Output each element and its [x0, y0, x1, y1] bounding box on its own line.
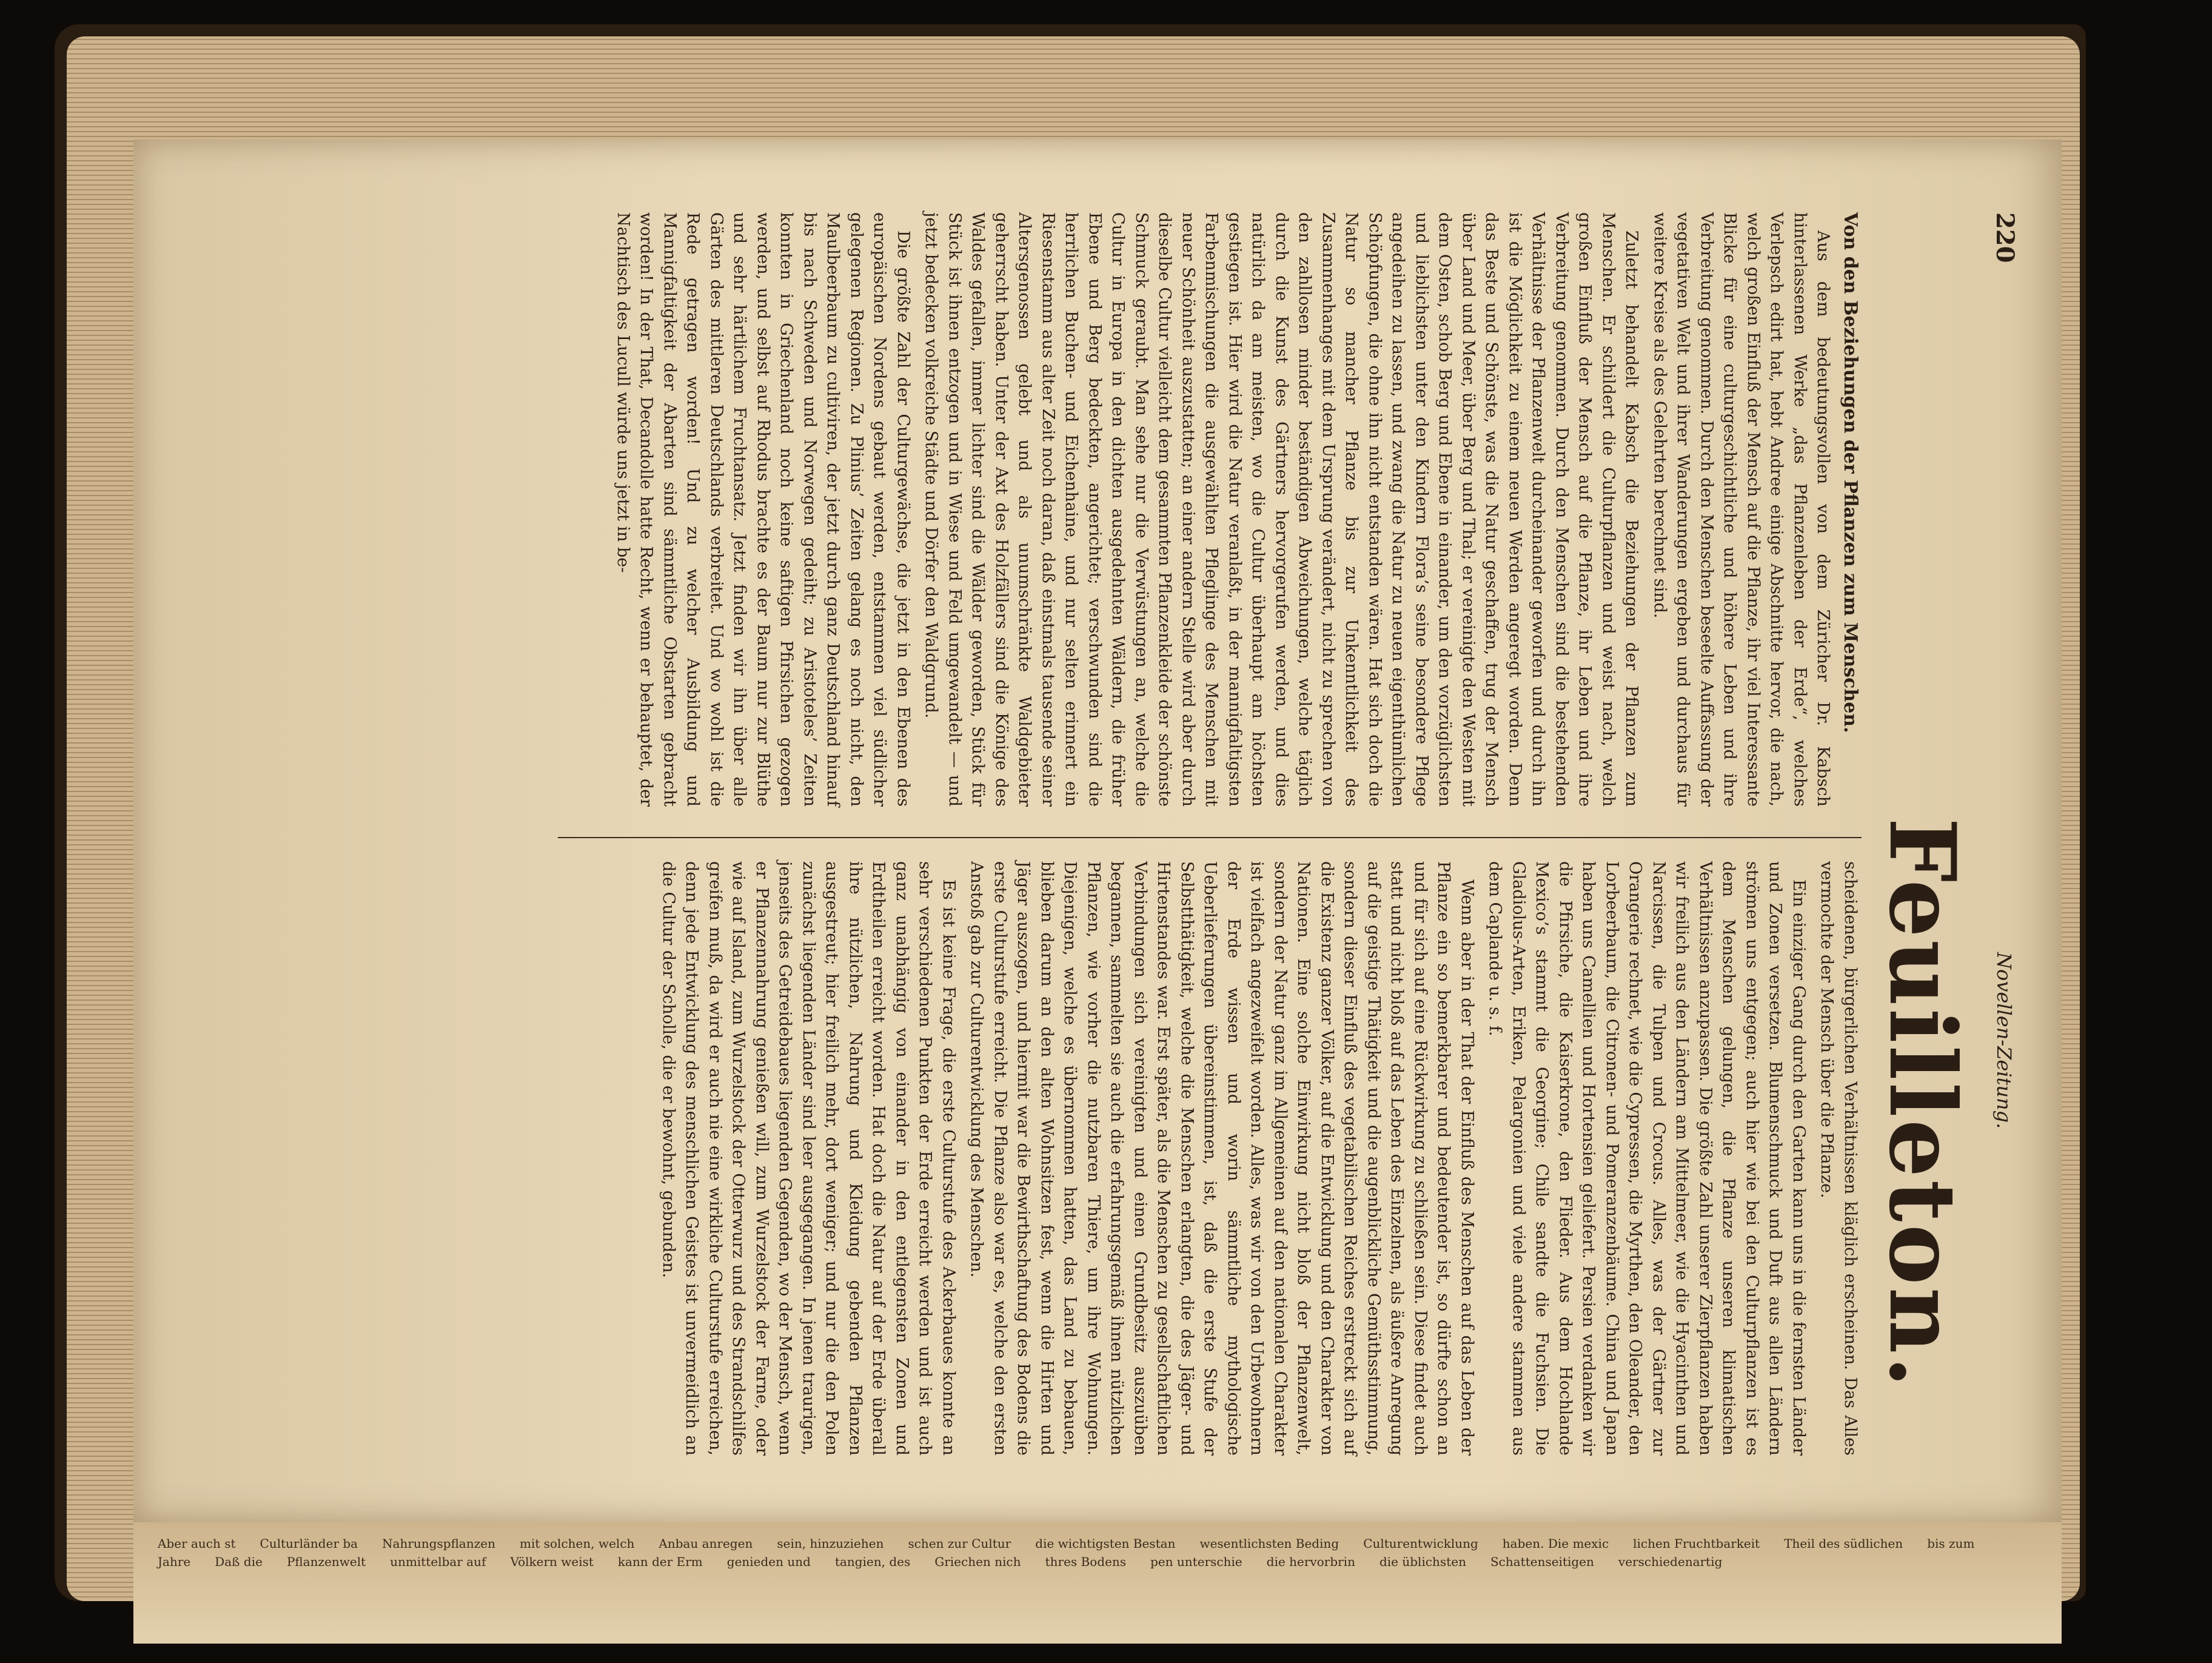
column-divider [558, 837, 1862, 838]
paragraph: Es ist keine Frage, die erste Culturstufe des Ackerbaues konnte an sehr verschiedenen Punkten der Erde erreicht werden und ist auch ganz unabhängig von einander in den entlegensten Zonen und Erdtheilen erreicht worden. Hat doch die Natur auf der Erde überall ihre nützlichen, Nahrung und Kleidung gebenden Pflanzen ausgestreut; hier freilich mehr, dort weniger; und nur die den Polen zunächst liegenden Länder sind leer ausgegangen. In jenen traurigen, jenseits des Getreidebaues liegenden Gegenden, wo der Mensch, wenn er Pflanzennahrung genießen will, zum Wurzelstock der Farne, oder wie auf Island, zum Wurzelstock der Otterwurz und des Strandschilfes greifen muß, da wird er auch nie eine wirkliche Culturstufe erreichen, denn jede Entwicklung des menschlichen Geistes ist unvermeidlich an die Cultur der Scholle, die er bewohnt, gebunden. [659, 861, 958, 1456]
facing-page-fragment: Anbau anregen [659, 1536, 753, 1551]
page-header [1983, 212, 2019, 1450]
facing-page-fragment: Theil des südlichen [1784, 1536, 1903, 1551]
facing-page-fragment: haben. Die mexic [1502, 1536, 1609, 1551]
left-column [558, 212, 1862, 807]
facing-page-fragment: verschiedenartig [1618, 1554, 1723, 1569]
facing-page-fragment: Aber auch st [158, 1536, 236, 1551]
facing-page-fragment: genieden und [726, 1554, 811, 1569]
facing-page-fragment: mit solchen, welch [520, 1536, 635, 1551]
facing-page-fragment: Völkern weist [510, 1554, 594, 1569]
facing-page [133, 1522, 2062, 1644]
running-head: Novellen-Zeitung. [1992, 952, 2016, 1129]
section-title: Feuilleton. [1869, 818, 1976, 1390]
facing-page-fragment: die wichtigsten Bestan [1035, 1536, 1176, 1551]
article-title: Von den Beziehungen der Pflanzen zum Menschen. [1840, 212, 1861, 733]
rotated-page-content [133, 139, 2062, 1522]
facing-page-fragment: tangien, des [834, 1554, 911, 1569]
paragraph: scheidenen, bürgerlichen Verhältnissen kläglich erscheinen. Das Alles vermochte der Mensch über die Pflanze. [1817, 861, 1860, 1456]
facing-page-fragment: bis zum Jahre [158, 1536, 1975, 1569]
facing-page-fragment: Culturländer ba [260, 1536, 358, 1551]
facing-page-fragment: unmittelbar auf [390, 1554, 486, 1569]
facing-page-fragment: die üblichsten [1379, 1554, 1466, 1569]
page-number: 220 [1991, 212, 2019, 263]
facing-page-fragment: die hervorbrin [1266, 1554, 1355, 1569]
facing-page-fragment: kann der Erm [617, 1554, 703, 1569]
paragraph: Wenn aber in der That der Einfluß des Menschen auf das Leben der Pflanze ein so bemerkbarer und bedeutender ist, so dürfte schon an und für sich auf eine Rückwirkung zu schließen sein. Diese findet auch statt und nicht bloß auf das Leben des Einzelnen, als äußere Anregung auf die geistige Thätigkeit und die augenblickliche Gemüthsstimmung, sondern dieser Einfluß des vegetabilischen Reiches erstreckt sich auf die Existenz ganzer Völker, auf die Entwicklung und den Charakter von Nationen. Eine solche Einwirkung nicht bloß der Pflanzenwelt, sondern der Natur ganz im Allgemeinen auf den nationalen Charakter ist vielfach angezweifelt worden. Alles, was wir von den Urbewohnern der Erde wissen und worin sämmtliche mythologische Ueberlieferungen übereinstimmen, ist, daß die erste Stufe der Selbstthätigkeit, welche die Menschen erlangten, die des Jäger- und Hirtenstandes war. Erst später, als die Menschen zu gesellschaftlichen Verbindungen sich vereinigten und einen Grundbesitz auszuüben begannen, sammelten sie auch die erfahrungsgemäß ihnen nützlichen Pflanzen, wie vorher die nutzbaren Thiere, um ihre Wohnungen. Diejenigen, welche es übernommen hatten, das Land zu bebauen, blieben darum an den alten Wohnsitzen fest, wenn die Hirten und Jäger auszogen, und hiermit war die Bewirthschaftung des Bodens die erste Culturstufe erreicht. Die Pflanze also war es, welche den ersten Anstoß gab zur Culturentwicklung des Menschen. [967, 861, 1476, 1456]
facing-page-fragment: Pflanzenwelt [286, 1554, 366, 1569]
facing-page-fragment: Schattenseitigen [1490, 1554, 1594, 1569]
facing-page-fragment: Daß die [215, 1554, 263, 1569]
paragraph: Zuletzt behandelt Kabsch die Beziehungen der Pflanzen zum Menschen. Er schildert die Culturpflanzen und weist nach, welch großen Einfluß der Mensch auf die Pflanze, ihr Leben und ihre Verbreitung genommen. Durch den Menschen sind die bestehenden Verhältnisse der Pflanzenwelt durcheinander geworfen und durch ihn ist die Möglichkeit zu einem neuen Werden angeregt worden. Denn das Beste und Schönste, was die Natur geschaffen, trug der Mensch über Land und Meer, über Berg und Thal; er vereinigte den Westen mit dem Osten, schob Berg und Ebene in einander, um den vorzüglichsten und lieblichsten unter den Kindern Flora’s seine besondere Pflege angedeihen zu lassen, und zwang die Natur zu neuen eigenthümlichen Schöpfungen, die ohne ihn nicht entstanden wären. Hat sich doch die Natur so mancher Pflanze bis zur Unkenntlichkeit des Zusammenhanges mit dem Ursprung verändert, nicht zu sprechen von den zahllosen minder beständigen Abweichungen, welche täglich durch die Kunst des Gärtners hervorgerufen werden, und dies natürlich da am meisten, wo die Cultur überhaupt am höchsten gestiegen ist. Hier wird die Natur veranlaßt, in der mannigfaltigsten Farbenmischungen die ausgewählten Pfleglinge des Menschen mit neuer Schönheit auszustatten; an einer andern Stelle wird aber durch dieselbe Cultur vielleicht dem gesammten Pflanzenkleide der schönste Schmuck geraubt. Man sehe nur die Verwüstungen an, welche die Cultur in Europa in den dichten ausgedehnten Wäldern, die früher Ebene und Berg bedeckten, angerichtet; verschwunden sind die herrlichen Buchen- und Eichenhaine, und nur selten erinnert ein Riesenstamm aus alter Zeit noch daran, daß einstmals tausende seiner Altersgenossen gelebt und als unumschränkte Waldgebieter geherrscht haben. Unter der Axt des Holzfällers sind die Könige des Waldes gefallen, immer lichter sind die Wälder geworden, Stück für Stück ist ihnen entzogen und in Wiese und Feld umgewandelt — und jetzt bedecken volkreiche Städte und Dörfer den Waldgrund. [922, 212, 1641, 807]
paragraph: Aus dem bedeutungsvollen von dem Züricher Dr. Kabsch hinterlassenen Werke „das Pflanzenleben der Erde“, welches Verlepsch edirt hat, hebt Andree einige Abschnitte hervor, die nach, welch großen Einfluß der Mensch auf die Pflanze, ihr viel Interessante Blicke für eine culturgeschichtliche und höhere Leben und ihre Verbreitung genommen. Durch den Menschen beseelte Auffassung der vegetativen Welt und ihrer Wanderungen ergeben und durchaus für weitere Kreise als des Gelehrten berechnet sind. [1651, 212, 1833, 807]
right-column [659, 861, 1862, 1456]
paragraph: Die größte Zahl der Culturgewächse, die jetzt in den Ebenen des europäischen Nordens gebaut werden, entstammen viel südlicher gelegenen Regionen. Zu Plinius’ Zeiten gelang es noch nicht, den Maulbeerbaum zu cultiviren, der jetzt durch ganz Deutschland hinauf bis nach Schweden und Norwegen gedeiht; zu Aristoteles’ Zeiten konnten in Griechenland noch keine saftigen Pfirsichen gezogen werden, und selbst auf Rhodus brachte es der Baum nur zur Blüthe und sehr härtlichem Fruchtansatz. Jetzt finden wir ihn über alle Gärten des mittleren Deutschlands verbreitet. Und wo wohl ist die Rede getragen worden! Und zu welcher Ausbildung und Mannigfaltigkeit der Abarten sind sämmtliche Obstarten gebracht worden! In der That, Decandolle hatte Recht, wenn er behauptet, der Nachtisch des Lucull würde uns jetzt in be- [614, 212, 913, 807]
facing-page-fragment: thres Bodens [1045, 1554, 1127, 1569]
book-page [133, 139, 2062, 1522]
paragraph: Ein einziger Gang durch den Garten kann uns in die fernsten Länder und Zonen versetzen. Blumenschmuck und Duft aus allen Ländern strömen uns entgegen; auch hier wie bei den Culturpflanzen ist es dem Menschen gelungen, die Pflanze unseren klimatischen Verhältnissen anzupassen. Die größte Zahl unserer Zierpflanzen haben wir freilich aus den Ländern am Mittelmeer, wie die Hyacinthen und Narcissen, die Tulpen und Crocus. Alles, was der Gärtner zur Orangerie rechnet, wie die Cypressen, die Myrthen, den Oleander, den Lorbeerbaum, die Citronen- und Pomeranzenbäume. China und Japan haben uns Camellien und Hortensien geliefert. Persien verdanken wir die Pfirsiche, die Kaiserkrone, den Flieder. Aus dem Hochlande Mexico’s stammt die Georgine; Chile sandte die Fuchsien. Die Gladiolus-Arten, Eriken, Pelargonien und viele andere stammen aus dem Caplande u. s. f. [1486, 861, 1808, 1456]
facing-page-fragment: Nahrungspflanzen [382, 1536, 495, 1551]
facing-page-fragment: schen zur Cultur [908, 1536, 1011, 1551]
facing-page-text [158, 1534, 2037, 1571]
facing-page-fragment: sein, hinzuziehen [777, 1536, 884, 1551]
facing-page-fragment: Culturentwicklung [1363, 1536, 1478, 1551]
facing-page-fragment: Griechen nich [934, 1554, 1021, 1569]
facing-page-fragment: wesentlichsten Beding [1199, 1536, 1339, 1551]
facing-page-fragment: pen unterschie [1150, 1554, 1242, 1569]
facing-page-fragment: lichen Fruchtbarkeit [1633, 1536, 1760, 1551]
